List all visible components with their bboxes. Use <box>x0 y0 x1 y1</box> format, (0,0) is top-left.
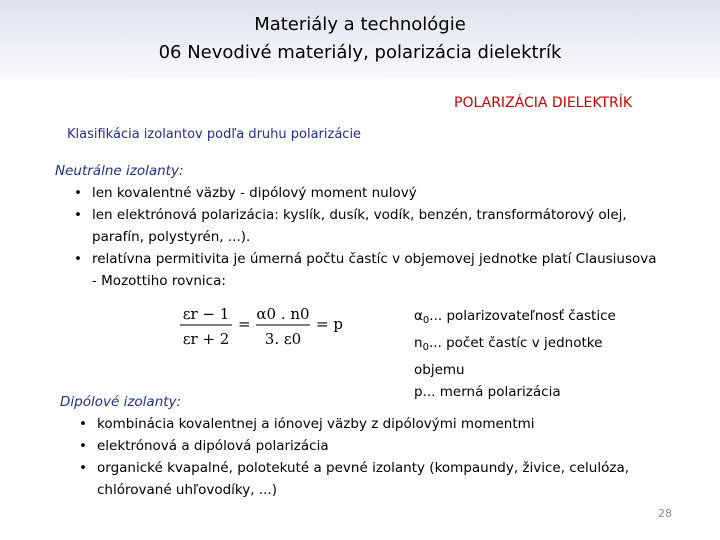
legend-item: p... merná polarizácia <box>414 384 561 400</box>
list-item: • len elektrónová polarizácia: kyslík, dusík, vodík, benzén, transformátorový olej, parafín, polystyrén, ...). <box>55 204 665 248</box>
mid-denominator: 3. ε0 <box>264 330 302 348</box>
neutral-heading: Neutrálne izolanty: <box>55 163 184 179</box>
slide-subtitle: 06 Nevodivé materiály, polarizácia dielektrík <box>158 42 562 63</box>
section-title: POLARIZÁCIA DIELEKTRÍK <box>454 95 632 111</box>
list-item: • len kovalentné väzby - dipólový moment nulový <box>55 182 665 204</box>
list-item: • organické kvapalné, polotekuté a pevné izolanty (kompaundy, živice, celulóza, chlórované uhľovodíky, ...) <box>60 457 670 501</box>
page-number: 28 <box>658 507 672 520</box>
dipolar-heading: Dipólové izolanty: <box>60 394 182 410</box>
list-item: • kombinácia kovalentnej a iónovej väzby z dipólovými momentmi <box>60 413 670 435</box>
list-item: • elektrónová a dipólová polarizácia <box>60 435 670 457</box>
svg-text:=: = <box>238 315 251 333</box>
clausius-mossotti-equation <box>178 298 358 354</box>
list-item: • relatívna permitivita je úmerná počtu častíc v objemovej jednotke platí Clausiusova - Mozottiho rovnica: <box>55 248 665 292</box>
classification-title: Klasifikácia izolantov podľa druhu polarizácie <box>67 127 362 142</box>
legend-item: $\alpha_0$... polarizovateľnosť častice <box>414 308 616 326</box>
neutral-list <box>55 182 665 292</box>
slide-title: Materiály a technológie <box>254 14 466 35</box>
mid-numerator: α0 . n0 <box>256 305 310 323</box>
dipolar-insulators-block <box>60 391 670 501</box>
lhs-numerator: εr − 1 <box>182 305 230 323</box>
dipolar-list <box>60 413 670 501</box>
rhs: = p <box>316 315 343 333</box>
legend-item: $n_0$... počet častíc v jednotke objemu <box>414 335 603 378</box>
neutral-insulators-block <box>55 160 665 292</box>
lhs-denominator: εr + 2 <box>182 330 230 348</box>
slide-header <box>0 0 720 78</box>
formula-legend <box>414 305 644 403</box>
